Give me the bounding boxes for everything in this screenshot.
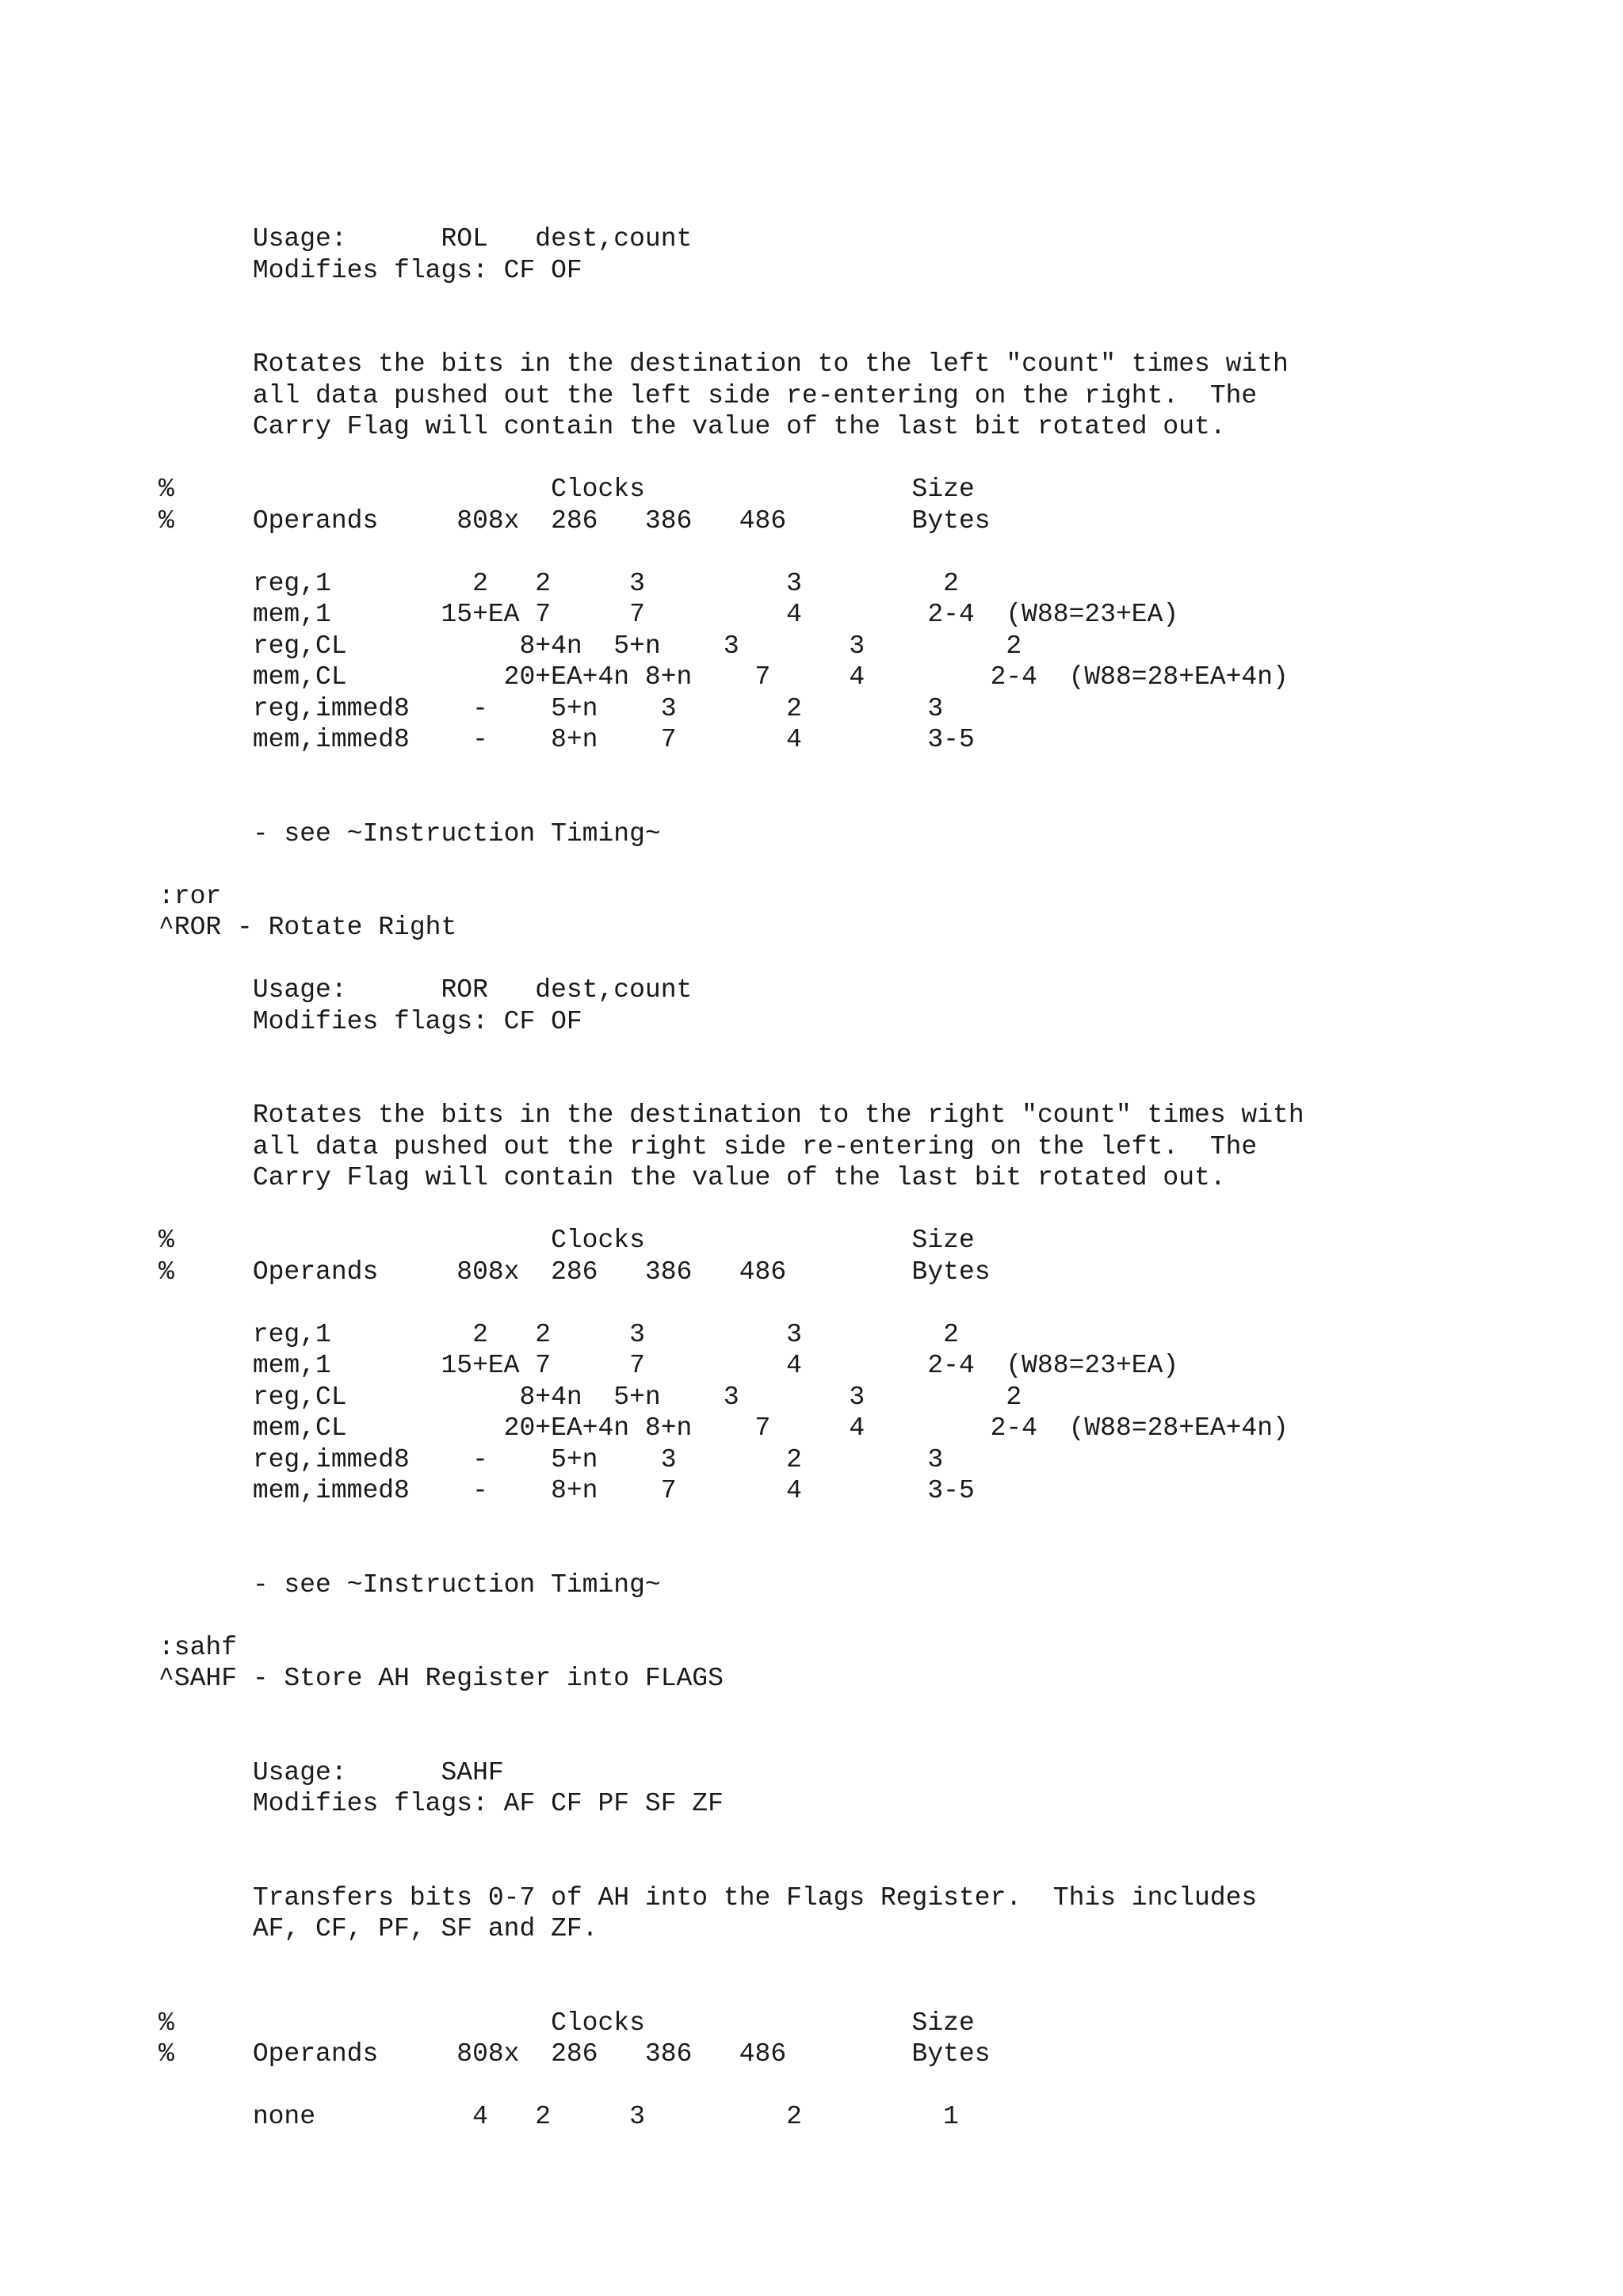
document-line — [158, 286, 1304, 318]
document-line — [158, 849, 1304, 881]
document-line: reg,immed8 - 5+n 3 2 3 — [158, 693, 944, 723]
document-line: AF, CF, PF, SF and ZF. — [158, 1914, 598, 1943]
document-line — [158, 1726, 1304, 1757]
document-line: mem,1 15+EA 7 7 4 2-4 (W88=23+EA) — [158, 600, 1179, 629]
document-line — [158, 1194, 1304, 1226]
document-line — [158, 1600, 1304, 1632]
document-line: % Clocks Size — [158, 2008, 975, 2038]
document-line — [158, 1507, 1304, 1539]
document-line: % Operands 808x 286 386 486 Bytes — [158, 505, 991, 536]
document-line: Usage: ROR dest,count — [158, 975, 693, 1005]
document-line: reg,1 2 2 3 3 2 — [158, 1319, 959, 1349]
document-line: % Clocks Size — [158, 475, 975, 504]
document-line — [158, 944, 1304, 975]
document-line: reg,CL 8+4n 5+n 3 3 2 — [158, 1382, 1022, 1412]
document-line: % Operands 808x 286 386 486 Bytes — [158, 1257, 991, 1287]
document-line: Modifies flags: AF CF PF SF ZF — [158, 1789, 724, 1818]
document-line: all data pushed out the right side re-entering on the left. The — [158, 1131, 1258, 1161]
document-line — [158, 756, 1304, 788]
document-line: none 4 2 3 2 1 — [158, 2102, 959, 2131]
document-line: Modifies flags: CF OF — [158, 255, 582, 285]
document-line — [158, 536, 1304, 568]
document-line — [158, 1820, 1304, 1852]
document-line — [158, 318, 1304, 349]
document-line: mem,immed8 - 8+n 7 4 3-5 — [158, 725, 975, 754]
document-line: Carry Flag will contain the value of the last bit rotated out. — [158, 412, 1226, 441]
document-line — [158, 2070, 1304, 2102]
document-line: mem,immed8 - 8+n 7 4 3-5 — [158, 1476, 975, 1505]
document-line: Carry Flag will contain the value of the last bit rotated out. — [158, 1163, 1226, 1192]
document-line — [158, 443, 1304, 475]
document-line: Transfers bits 0-7 of AH into the Flags Register. This includes — [158, 1882, 1258, 1913]
document-line — [158, 1695, 1304, 1726]
document-line: mem,CL 20+EA+4n 8+n 7 4 2-4 (W88=28+EA+4n) — [158, 662, 1289, 692]
document-line: Usage: ROL dest,count — [158, 224, 693, 254]
document-line — [158, 1945, 1304, 1977]
document-line: Modifies flags: CF OF — [158, 1006, 582, 1036]
document-line: % Operands 808x 286 386 486 Bytes — [158, 2039, 991, 2069]
document-line: all data pushed out the left side re-entering on the right. The — [158, 380, 1258, 410]
document-line: Rotates the bits in the destination to the left "count" times with — [158, 349, 1289, 379]
document-line: reg,1 2 2 3 3 2 — [158, 568, 959, 598]
document-line: Rotates the bits in the destination to the right "count" times with — [158, 1100, 1304, 1130]
document-line: % Clocks Size — [158, 1226, 975, 1255]
document-line: - see ~Instruction Timing~ — [158, 1569, 661, 1600]
document-line: mem,CL 20+EA+4n 8+n 7 4 2-4 (W88=28+EA+4n) — [158, 1413, 1289, 1443]
document-line — [158, 1851, 1304, 1882]
document-line: :ror — [158, 881, 222, 911]
document-line: Usage: SAHF — [158, 1757, 504, 1787]
document-line — [158, 787, 1304, 818]
document-line: :sahf — [158, 1632, 238, 1662]
document-line: mem,1 15+EA 7 7 4 2-4 (W88=23+EA) — [158, 1351, 1179, 1380]
document-line — [158, 1538, 1304, 1569]
document-line: reg,immed8 - 5+n 3 2 3 — [158, 1444, 944, 1474]
document-line: - see ~Instruction Timing~ — [158, 818, 661, 849]
document-line — [158, 1287, 1304, 1319]
document-line — [158, 1976, 1304, 2008]
document-line — [158, 1037, 1304, 1069]
document-line: reg,CL 8+4n 5+n 3 3 2 — [158, 631, 1022, 661]
document-line: ^ROR - Rotate Right — [158, 913, 457, 942]
document-text — [158, 223, 1304, 2133]
document-line — [158, 1069, 1304, 1100]
document-line: ^SAHF - Store AH Register into FLAGS — [158, 1664, 724, 1693]
